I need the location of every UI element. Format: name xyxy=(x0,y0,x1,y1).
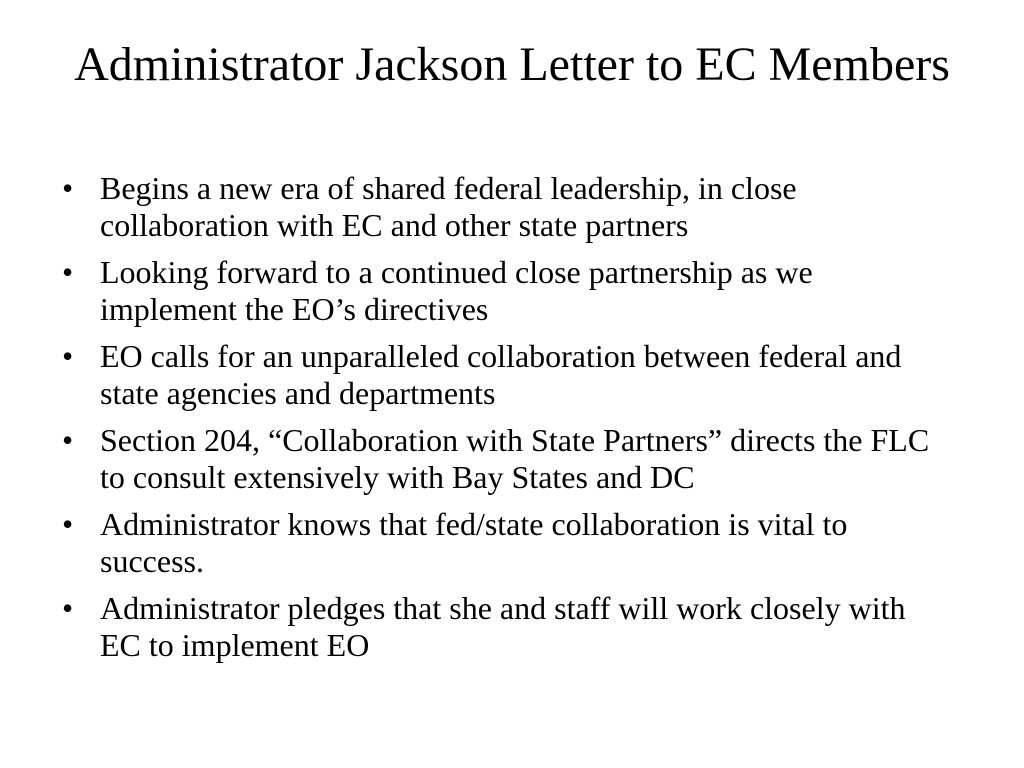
slide-title: Administrator Jackson Letter to EC Members xyxy=(74,38,950,91)
bullet-item xyxy=(60,254,950,328)
bullet-icon: • xyxy=(62,590,74,626)
bullet-item xyxy=(60,506,950,580)
bullet-icon: • xyxy=(62,506,74,542)
bullet-icon: • xyxy=(62,422,74,458)
bullet-item xyxy=(60,170,950,244)
bullet-icon: • xyxy=(62,170,74,206)
bullet-item xyxy=(60,338,950,412)
bullet-text: Begins a new era of shared federal leadership, in close collaboration with EC and other state partners xyxy=(100,170,797,243)
bullet-item xyxy=(60,590,950,664)
bullet-text: Administrator knows that fed/state collaboration is vital to success. xyxy=(100,506,848,579)
bullet-text: Section 204, “Collaboration with State Partners” directs the FLC to consult extensively with Bay States and DC xyxy=(100,422,930,495)
bullet-icon: • xyxy=(62,254,74,290)
bullet-text: EO calls for an unparalleled collaboration between federal and state agencies and departments xyxy=(100,338,902,411)
bullet-text: Administrator pledges that she and staff will work closely with EC to implement EO xyxy=(100,590,906,663)
bullet-text: Looking forward to a continued close partnership as we implement the EO’s directives xyxy=(100,254,813,327)
bullet-list xyxy=(60,170,950,674)
bullet-item xyxy=(60,422,950,496)
bullet-icon: • xyxy=(62,338,74,374)
